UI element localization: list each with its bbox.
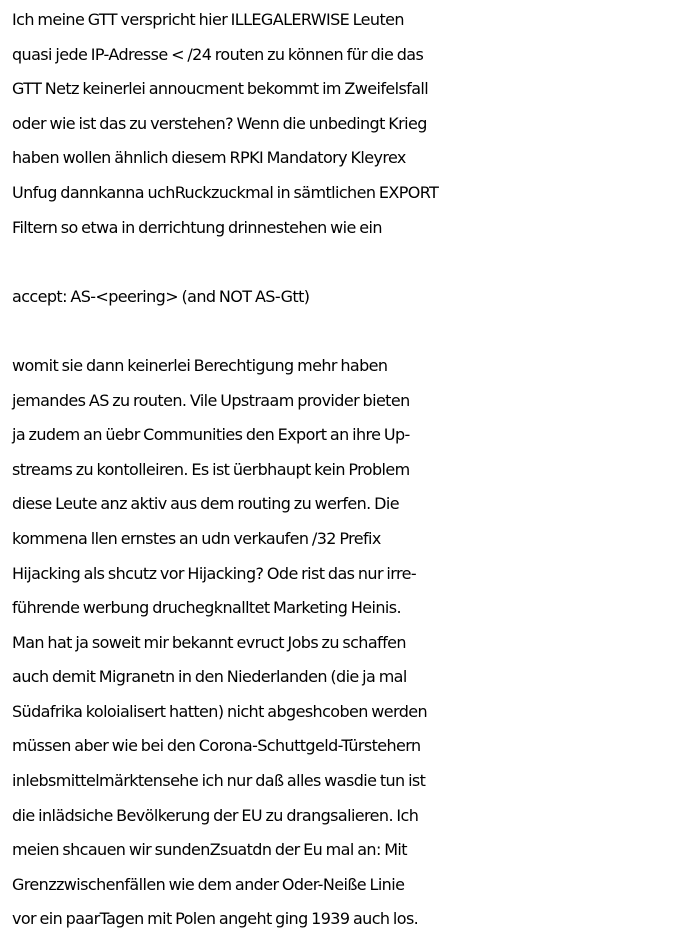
text-line: womit sie dann keinerlei Berechtigung mehr haben: [12, 355, 388, 375]
paragraph-filter-rule: [12, 280, 680, 315]
text-line: die inlädsiche Bevölkerung der EU zu drangsalieren. Ich: [12, 805, 419, 825]
text-line: Ich meine GTT verspricht hier ILLEGALERWISE Leuten: [12, 10, 404, 29]
paragraph-spacer: [12, 245, 680, 280]
paragraph-intro: [12, 3, 680, 245]
text-line: Südafrika koloialisert hatten) nicht abgeshcoben werden: [12, 701, 428, 721]
text-line: meien shcauen wir sundenZsuatdn der Eu mal an: Mit: [12, 840, 407, 860]
text-line: Unfug dannkanna uchRuckzuckmal in sämtlichen EXPORT: [12, 182, 439, 202]
text-line: accept: AS-<peering> (and NOT AS-Gtt): [12, 286, 310, 306]
text-line: streams zu kontolleiren. Es ist üerbhaupt kein Problem: [12, 459, 410, 479]
text-line: Man hat ja soweit mir bekannt evruct Jobs zu schaffen: [12, 632, 406, 652]
text-line: führende werbung druchegknalltet Marketing Heinis.: [12, 598, 401, 618]
text-line: jemandes AS zu routen. Vile Upstraam provider bieten: [12, 390, 410, 410]
paragraph-spacer: [12, 314, 680, 349]
text-line: auch demit Migranetn in den Niederlanden (die ja mal: [12, 667, 407, 687]
text-line: ja zudem an üebr Communities den Export an ihre Up-: [12, 425, 410, 445]
text-line: inlebsmittelmärktensehe ich nur daß alles wasdie tun ist: [12, 771, 426, 791]
document-body: [12, 3, 680, 937]
text-line: GTT Netz keinerlei annoucment bekommt im Zweifelsfall: [12, 79, 429, 99]
text-line: Grenzzwischenfällen wie dem ander Oder-Neiße Linie: [12, 874, 405, 894]
text-line: vor ein paarTagen mit Polen angeht ging 1939 auch los.: [12, 909, 419, 929]
text-line: haben wollen ähnlich diesem RPKI Mandatory Kleyrex: [12, 148, 406, 168]
text-line: diese Leute anz aktiv aus dem routing zu werfen. Die: [12, 494, 399, 514]
text-line: oder wie ist das zu verstehen? Wenn die unbedingt Krieg: [12, 113, 427, 133]
text-line: kommena llen ernstes an udn verkaufen /32 Prefix: [12, 528, 381, 548]
paragraph-body: [12, 349, 680, 937]
text-line: Filtern so etwa in derrichtung drinnestehen wie ein: [12, 217, 382, 237]
text-line: müssen aber wie bei den Corona-Schuttgeld-Türstehern: [12, 736, 421, 756]
text-line: quasi jede IP-Adresse < /24 routen zu können für die das: [12, 44, 424, 64]
text-line: Hijacking als shcutz vor Hijacking? Ode rist das nur irre-: [12, 563, 417, 583]
